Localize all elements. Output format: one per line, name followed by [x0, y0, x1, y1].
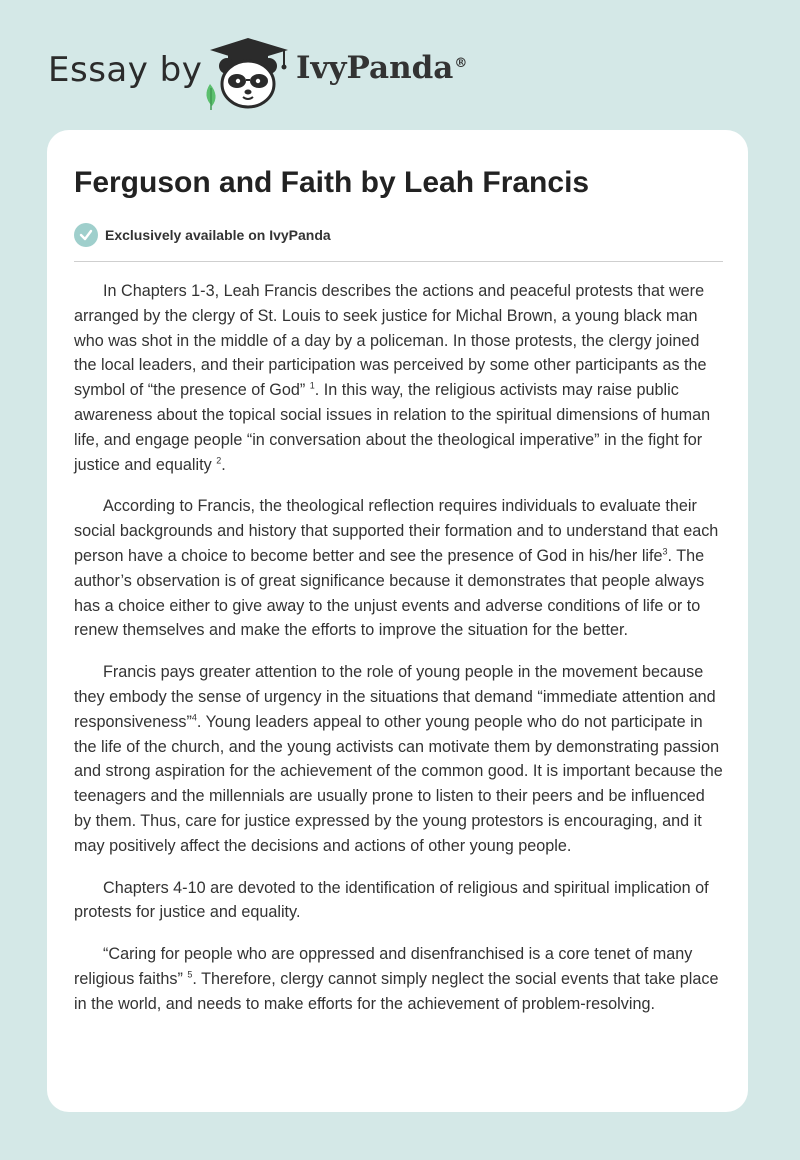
- essay-paragraph: [74, 494, 724, 643]
- footnote-ref[interactable]: 5: [187, 969, 193, 980]
- exclusive-badge: [74, 222, 331, 248]
- brand-name: IvyPanda®: [296, 50, 468, 86]
- paragraph-text: Chapters 4-10 are devoted to the identification of religious and spiritual implication of protests for justice and equality.: [74, 878, 709, 922]
- page-title: Ferguson and Faith by Leah Francis: [74, 166, 590, 199]
- paragraph-text: In Chapters 1-3, Leah Francis describes the actions and peaceful protests that were arranged by the clergy of St. Louis to seek justice for Michal Brown, a young black man who was shot in the middle of a day by a policeman. In those protests, the clergy joined the local leaders, and their participation was perceived by some other participants as the symbol of “the presence of God”: [74, 282, 707, 400]
- essay-by-label: Essay by: [48, 50, 203, 90]
- exclusive-badge-label: Exclusively available on IvyPanda: [105, 227, 331, 243]
- footnote-ref[interactable]: 2: [216, 455, 222, 466]
- paragraph-text: . Young leaders appeal to other young people who do not participate in the life of the church, and the young activists can motivate them by demonstrating passion and strong aspiration for the achievement of the common good. It is important because the teenagers and the millennials are usually prone to listen to their peers and be influenced by them. Thus, care for justice expressed by the young protestors is encouraging, and it may positively affect the decisions and actions of other young people.: [74, 712, 723, 855]
- paragraph-text: . The author’s observation is of great significance because it demonstrates that people always has a choice either to give away to the unjust events and adverse conditions of life or to renew themselves and make the efforts to improve the situation for the better.: [74, 546, 705, 640]
- essay-paragraph: [74, 876, 724, 926]
- essay-card: [47, 130, 748, 1112]
- paragraph-text: “Caring for people who are oppressed and disenfranchised is a core tenet of many religious faiths”: [74, 945, 693, 988]
- site-header: [0, 0, 800, 130]
- paragraph-text: According to Francis, the theological reflection requires individuals to evaluate their social backgrounds and history that supported their formation and to understand that each person have a choice to become better and see the presence of God in his/her life: [74, 497, 719, 565]
- divider: [74, 261, 723, 262]
- essay-body: [74, 279, 724, 1034]
- panda-mascot-icon: [200, 36, 296, 110]
- essay-paragraph: [74, 279, 724, 477]
- footnote-ref[interactable]: 3: [662, 546, 668, 557]
- footnote-ref[interactable]: 4: [191, 712, 197, 723]
- paragraph-text: . In this way, the religious activists may raise public awareness about the topical social issues in relation to the spiritual dimensions of human life, and engage people “in conversation about the theological imperative” in the fight for justice and equality: [74, 381, 711, 474]
- paragraph-text: Francis pays greater attention to the role of young people in the movement because they embody the sense of urgency in the situations that demand “immediate attention and responsiveness”: [74, 663, 716, 731]
- paragraph-text: .: [221, 455, 226, 474]
- check-icon: [74, 223, 98, 247]
- essay-paragraph: [74, 660, 724, 858]
- essay-paragraph: [74, 942, 724, 1016]
- footnote-ref[interactable]: 1: [309, 380, 315, 391]
- paragraph-text: . Therefore, clergy cannot simply neglect the social events that take place in the world, and needs to make efforts for the achievement of problem-resolving.: [74, 969, 719, 1013]
